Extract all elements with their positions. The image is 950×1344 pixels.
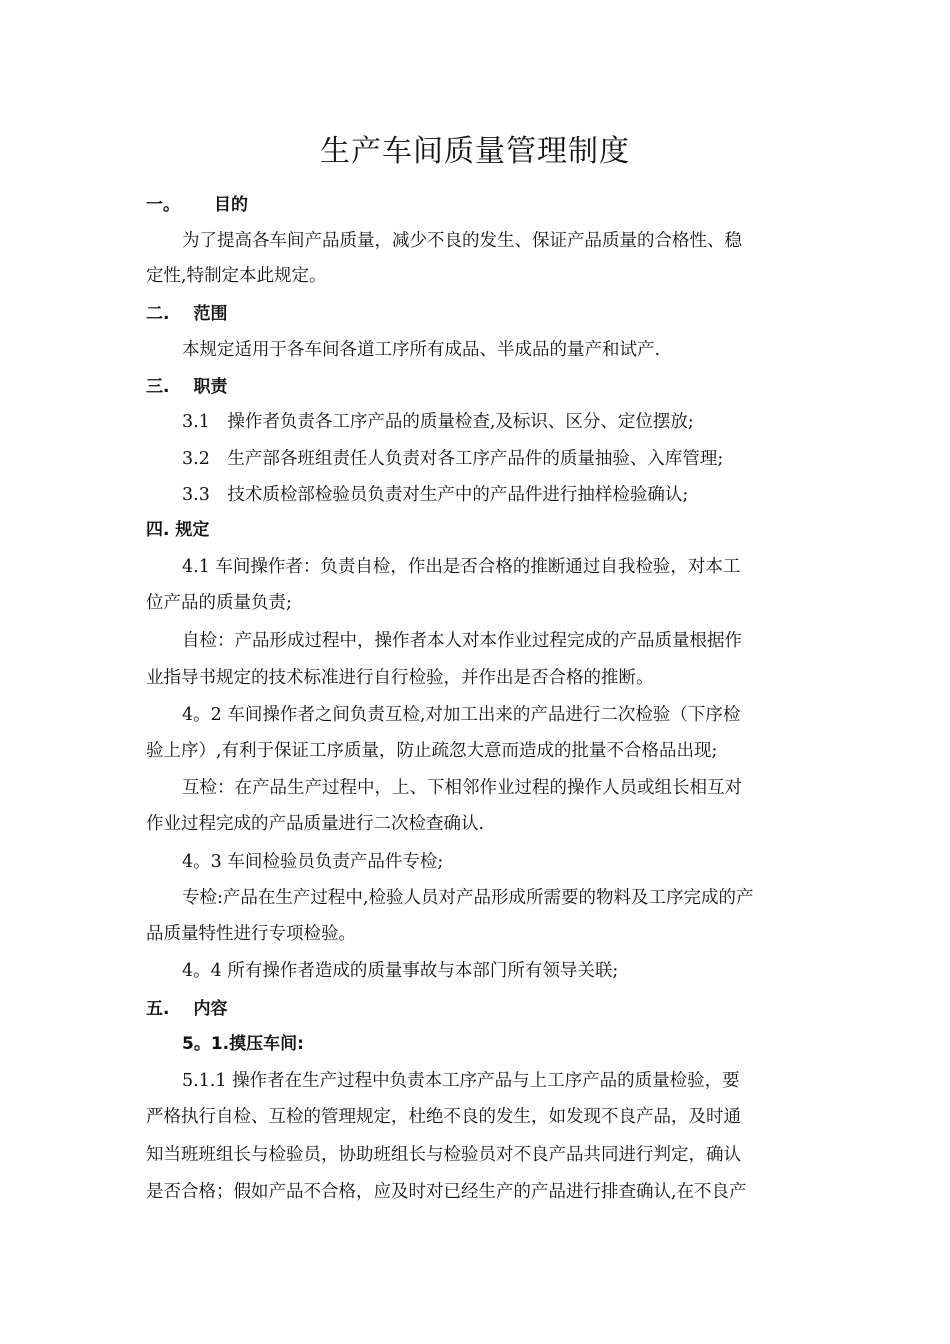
paragraph-line: 业指导书规定的技术标准进行自行检验，并作出是否合格的推断。	[146, 668, 654, 688]
paragraph-line: 4.1 车间操作者：负责自检，作出是否合格的推断通过自我检验，对本工	[182, 557, 741, 577]
section-number: 三.	[146, 377, 170, 397]
paragraph-line: 验上序）,有利于保证工序质量，防止疏忽大意而造成的批量不合格品出现;	[146, 741, 718, 761]
section-heading-regulations: 四. 规定	[146, 520, 210, 540]
section-number: 一。	[146, 195, 180, 215]
paragraph-line: 4。2 车间操作者之间负责互检,对加工出来的产品进行二次检验（下序检	[182, 705, 741, 725]
paragraph-line: 位产品的质量负责;	[146, 593, 292, 613]
section-number: 五.	[146, 999, 170, 1019]
paragraph-line: 品质量特性进行专项检验。	[146, 924, 356, 944]
section-number: 二.	[146, 304, 170, 324]
paragraph-line: 是否合格；假如产品不合格，应及时对已经生产的产品进行排查确认,在不良产	[146, 1182, 747, 1202]
paragraph-line: 定性,特制定本此规定。	[146, 266, 327, 286]
section-title: 范围	[193, 304, 228, 324]
paragraph-line: 本规定适用于各车间各道工序所有成品、半成品的量产和试产.	[182, 340, 661, 360]
section-heading-purpose	[146, 193, 806, 217]
paragraph-line: 3.2 生产部各班组责任人负责对各工序产品件的质量抽验、入库管理;	[182, 449, 724, 469]
paragraph-line: 5.1.1 操作者在生产过程中负责本工序产品与上工序产品的质量检验，要	[182, 1071, 740, 1091]
document-title: 生产车间质量管理制度	[320, 134, 630, 169]
paragraph-line: 为了提高各车间产品质量，减少不良的发生、保证产品质量的合格性、稳	[182, 231, 742, 251]
section-heading-content	[146, 997, 806, 1021]
paragraph-line: 3.3 技术质检部检验员负责对生产中的产品件进行抽样检验确认;	[182, 485, 689, 505]
paragraph-line: 专检:产品在生产过程中,检验人员对产品形成所需要的物料及工序完成的产	[182, 888, 754, 908]
paragraph-line: 严格执行自检、互检的管理规定，杜绝不良的发生，如发现不良产品，及时通	[146, 1107, 741, 1127]
section-title: 职责	[193, 377, 228, 397]
section-heading-responsibilities	[146, 375, 806, 399]
section-heading-scope	[146, 302, 806, 326]
paragraph-line: 自检：产品形成过程中，操作者本人对本作业过程完成的产品质量根据作	[182, 631, 742, 651]
paragraph-line: 知当班班组长与检验员，协助班组长与检验员对不良产品共同进行判定，确认	[146, 1145, 741, 1165]
paragraph-line: 4。3 车间检验员负责产品件专检;	[182, 852, 444, 872]
paragraph-line: 作业过程完成的产品质量进行二次检查确认.	[146, 814, 485, 834]
subsection-heading: 5。1.摸压车间:	[182, 1034, 304, 1054]
paragraph-line: 互检：在产品生产过程中，上、下相邻作业过程的操作人员或组长相互对	[182, 778, 742, 798]
paragraph-line: 4。4 所有操作者造成的质量事故与本部门所有领导关联;	[182, 961, 619, 981]
section-title: 内容	[193, 999, 228, 1019]
paragraph-line: 3.1 操作者负责各工序产品的质量检查,及标识、区分、定位摆放;	[182, 412, 694, 432]
section-title: 目的	[214, 195, 248, 215]
